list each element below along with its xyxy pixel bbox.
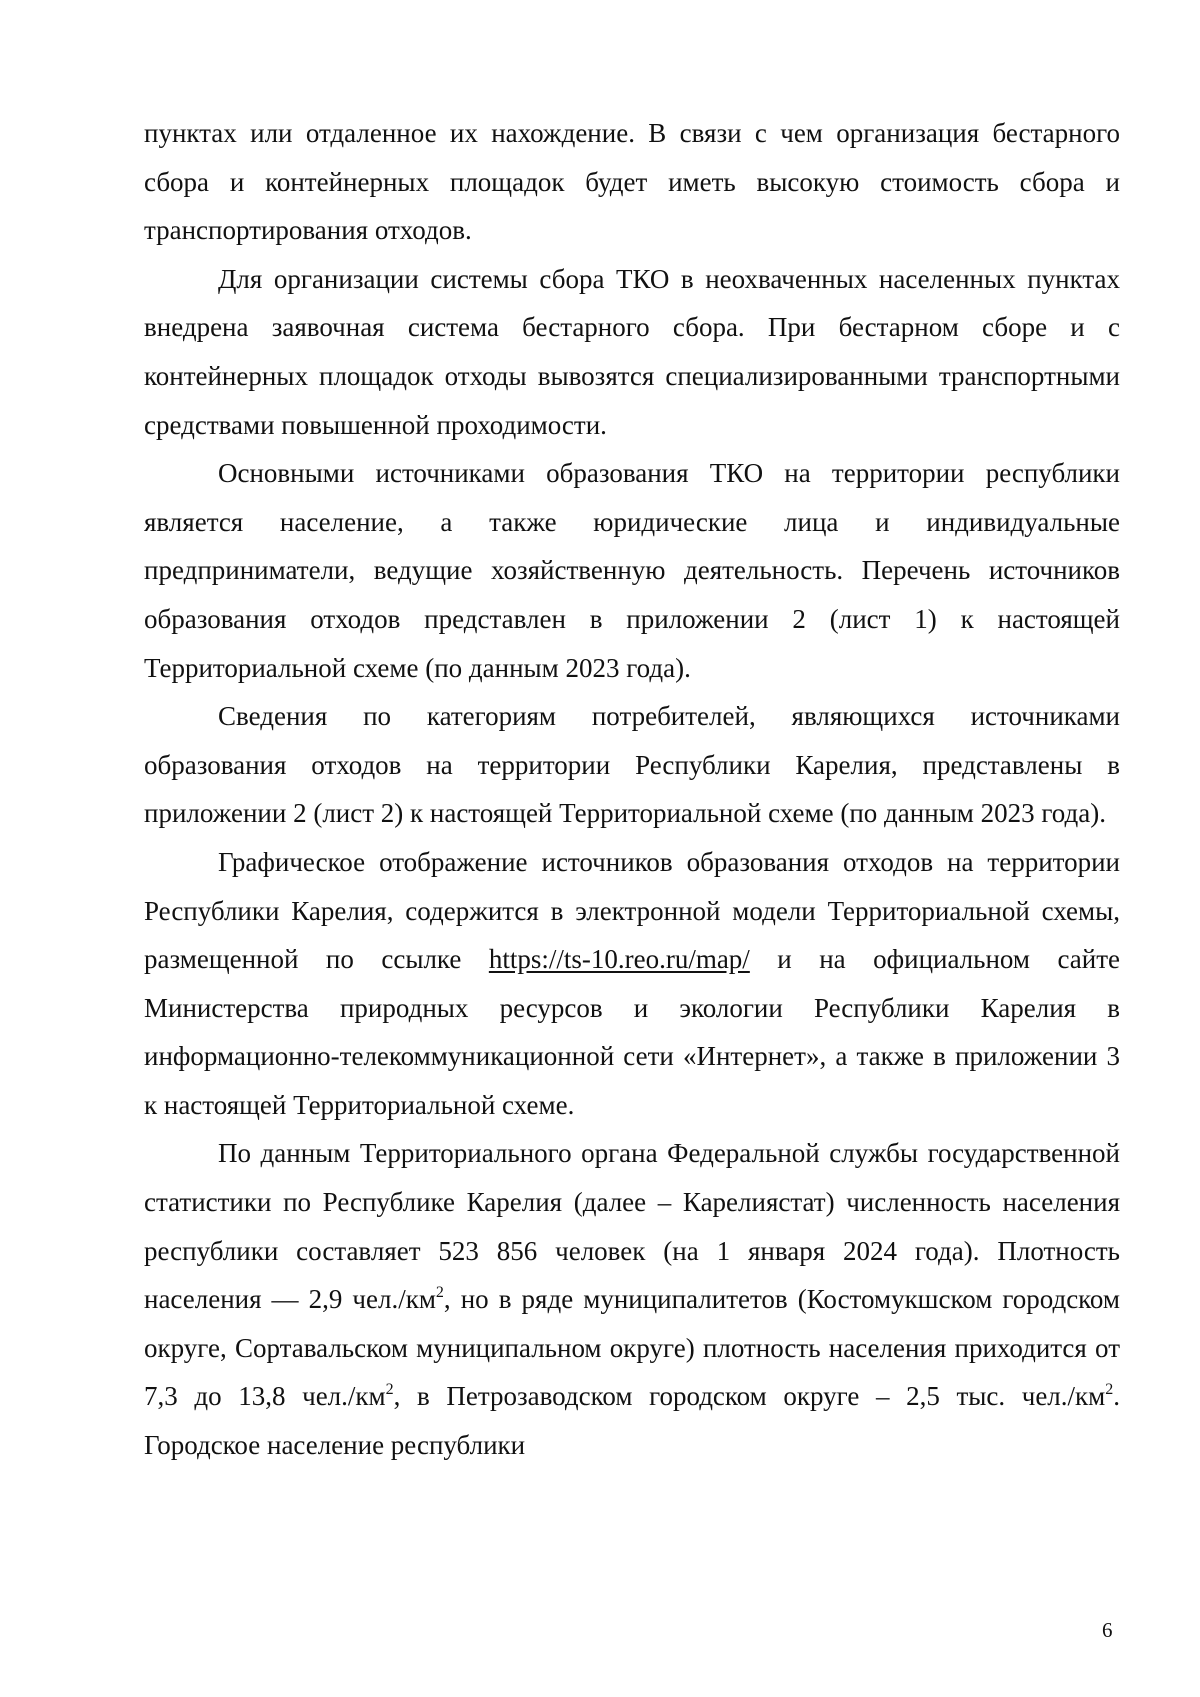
paragraph-6-part-4: . Городское население республики xyxy=(144,1381,1120,1461)
superscript-squared-2: 2 xyxy=(385,1381,394,1399)
paragraph-2: Для организации системы сбора ТКО в неохваченных населенных пунктах внедрена заявочная система бестарного сбора. При бестарном сборе и с контейнерных площадок отходы вывозятся специализированными транспортными средствами повышенной проходимости. xyxy=(144,263,1120,440)
paragraph-6-part-3: , в Петрозаводском городском округе – 2,5 тыс. чел./км xyxy=(393,1381,1106,1412)
paragraph-5-text-after-link: и на официальном сайте Министерства природных ресурсов и экологии Республики Карелия в информационно-телекоммуникационной сети «Интернет», а также в приложении 3 к настоящей Территориальной схеме. xyxy=(144,944,1120,1120)
paragraph-5-text-before-link: Графическое отображение источников образования отходов на территории Республики Карелия, содержится в электронной модели Территориальной схемы, размещенной по ссылке xyxy=(144,846,1120,975)
paragraph-5 xyxy=(144,838,1120,1130)
superscript-squared-1: 2 xyxy=(435,1284,444,1302)
paragraph-6 xyxy=(144,1129,1120,1469)
page-number: 6 xyxy=(1102,1618,1113,1642)
paragraph-1: пунктах или отдаленное их нахождение. В связи с чем организация бестарного сбора и контейнерных площадок будет иметь высокую стоимость сбора и транспортирования отходов. xyxy=(144,118,1120,246)
paragraph-6-part-2: , но в ряде муниципалитетов (Костомукшском городском округе, Сортавальском муниципальном округе) плотность населения приходится от 7,3 до 13,8 чел./км xyxy=(144,1284,1120,1412)
paragraph-6-part-1: По данным Территориального органа Федеральной службы государственной статистики по Республике Карелия (далее – Карелиястат) численность населения республики составляет 523 856 человек (на 1 января 2024 года). Плотность населения — 2,9 чел./км xyxy=(144,1138,1120,1315)
body-text xyxy=(144,109,1120,1470)
paragraph-3: Основными источниками образования ТКО на территории республики является население, а также юридические лица и индивидуальные предприниматели, ведущие хозяйственную деятельность. Перечень источников образования отходов представлен в приложении 2 (лист 1) к настоящей Территориальной схеме (по данным 2023 года). xyxy=(144,458,1120,683)
paragraph-4: Сведения по категориям потребителей, являющихся источниками образования отходов на территории Республики Карелия, представлены в приложении 2 (лист 2) к настоящей Территориальной схеме (по данным 2023 года). xyxy=(144,701,1120,829)
superscript-squared-3: 2 xyxy=(1105,1381,1114,1399)
map-link[interactable]: https://ts-10.reo.ru/map/ xyxy=(488,944,750,975)
